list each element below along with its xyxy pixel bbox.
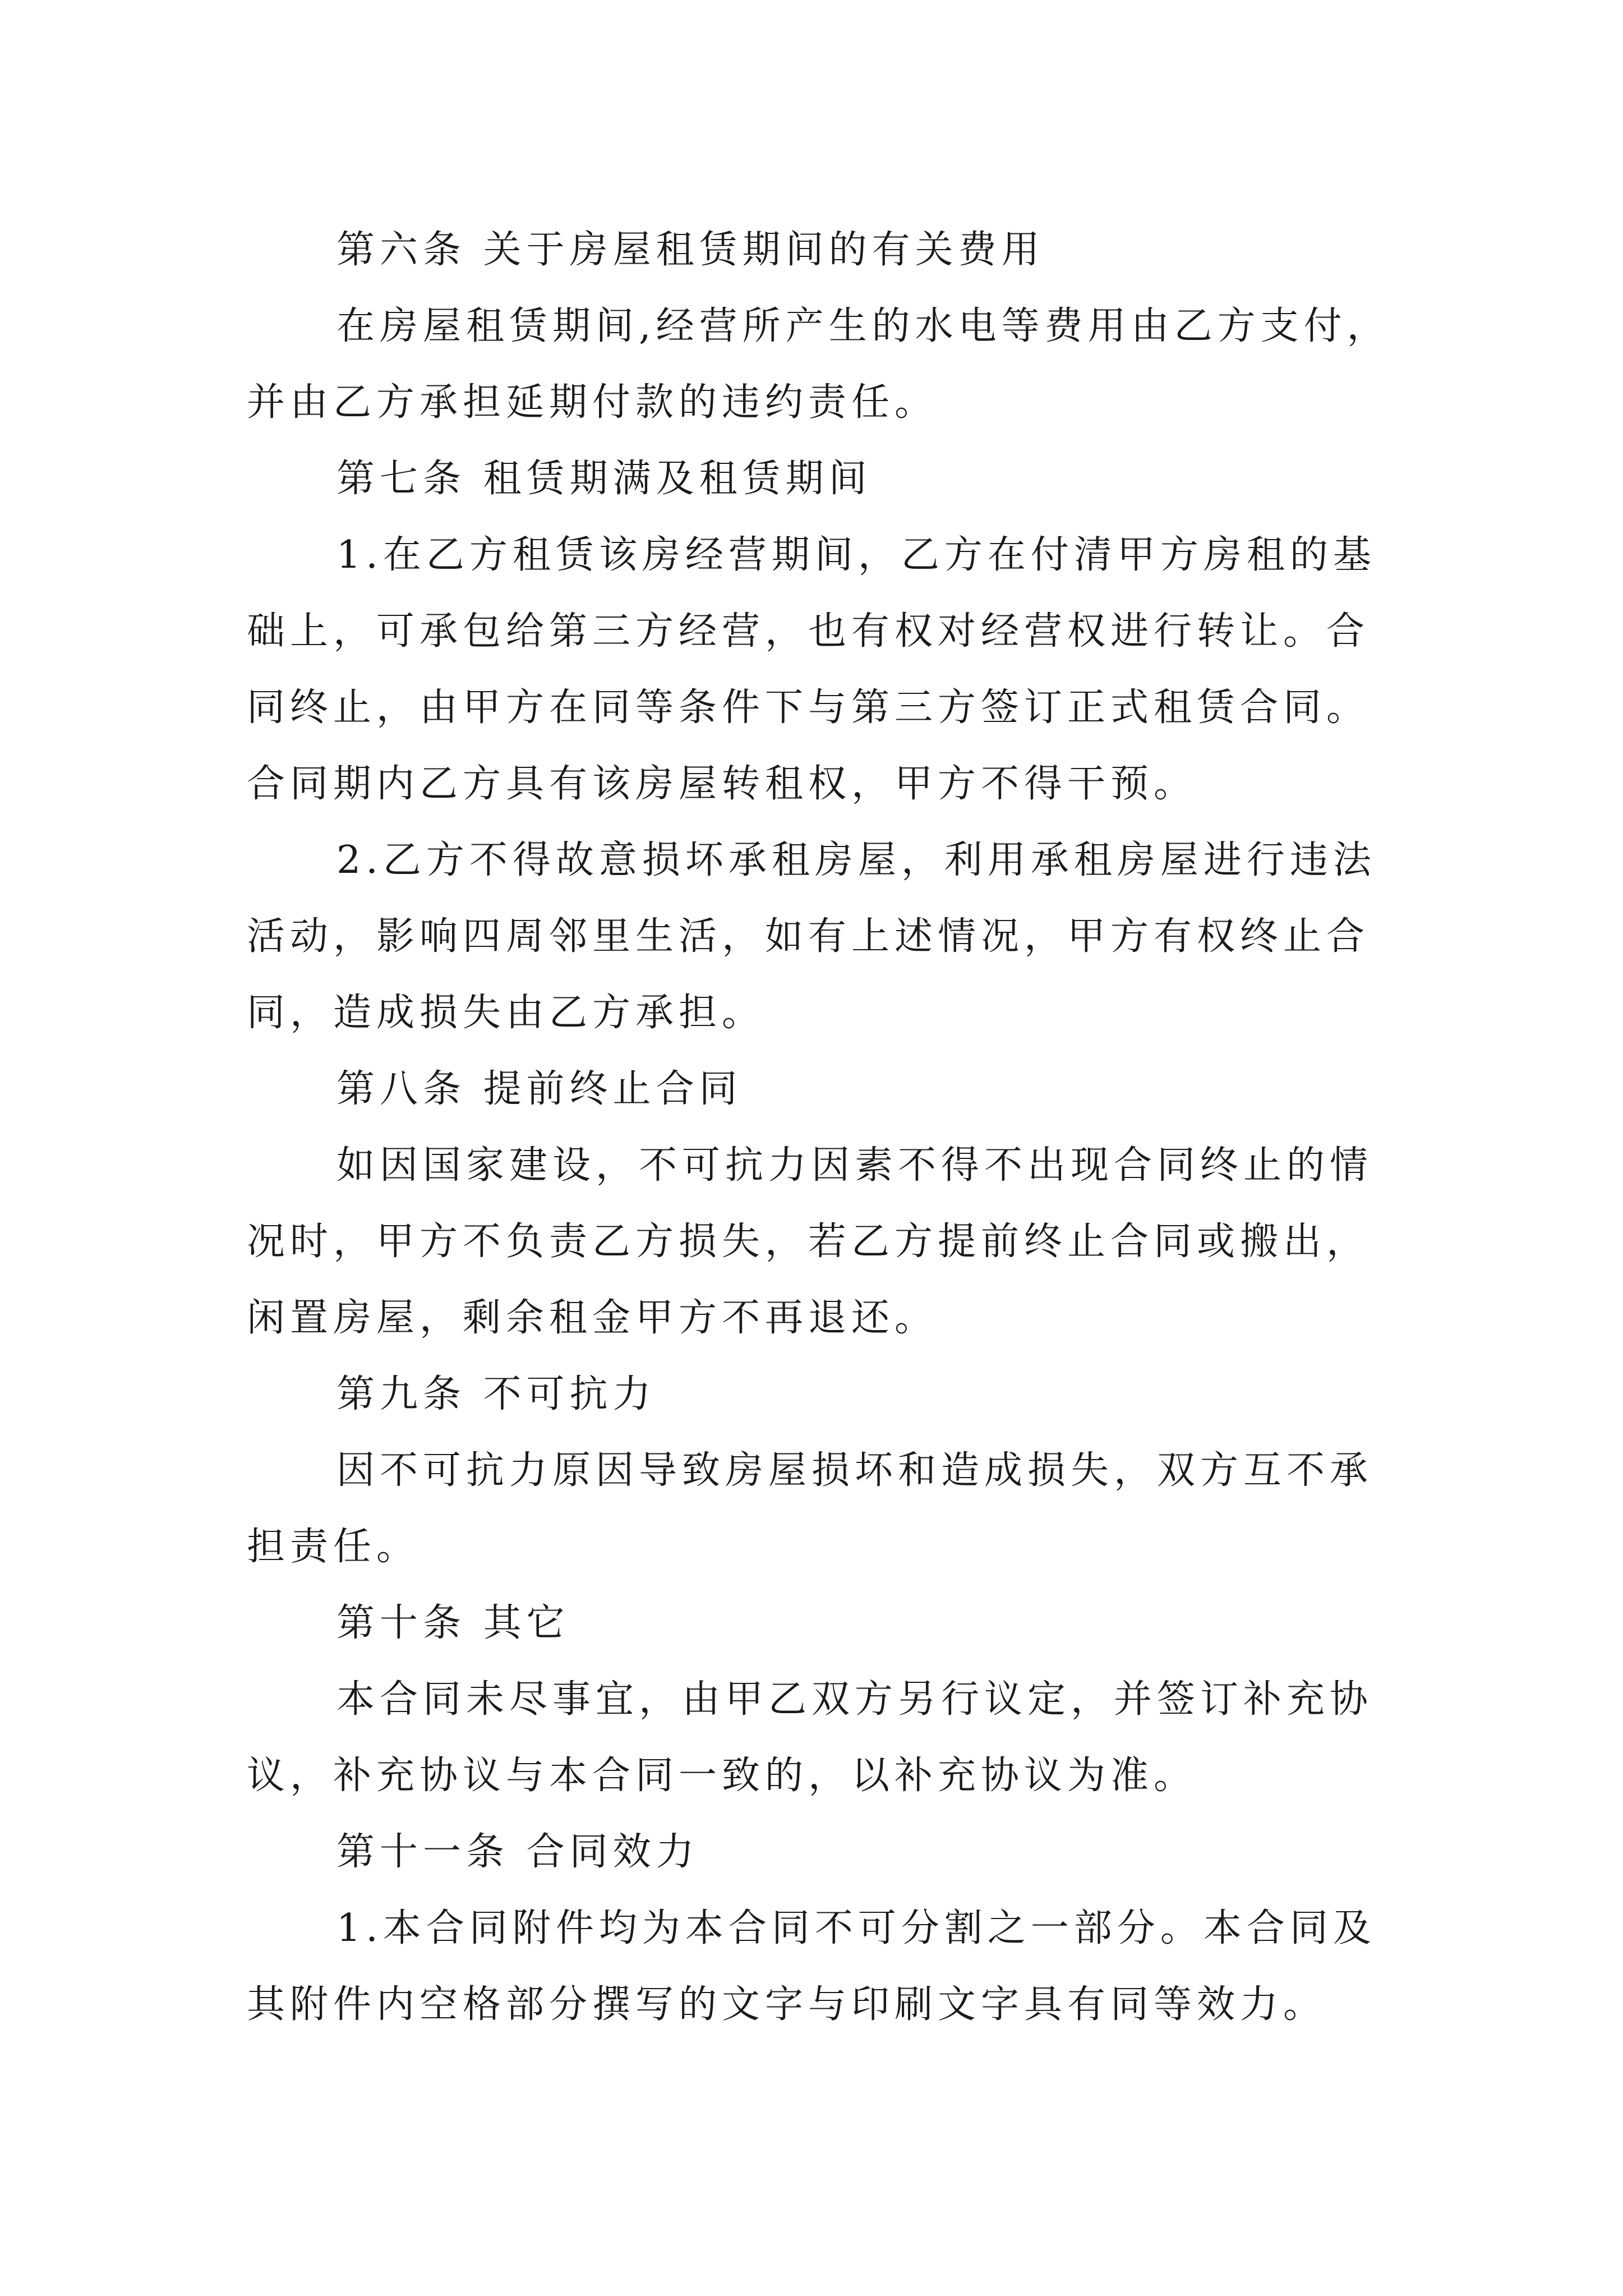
- document-body: [247, 212, 1402, 2043]
- article-7-clause-1-cont: 同终止，由甲方在同等条件下与第三方签订正式租赁合同。: [247, 685, 1370, 730]
- article-7-clause-1: 1.在乙方租赁该房经营期间，乙方在付清甲方房租的基: [336, 533, 1376, 577]
- article-9-paragraph: 因不可抗力原因导致房屋损坏和造成损失，双方互不承: [336, 1448, 1373, 1493]
- article-11-clause-1-cont: 其附件内空格部分撰写的文字与印刷文字具有同等效力。: [247, 1982, 1327, 2027]
- article-9-paragraph-cont: 担责任。: [247, 1525, 420, 1569]
- article-7-heading: 第七条 租赁期满及租赁期间: [336, 457, 872, 501]
- article-6-paragraph: 在房屋租赁期间,经营所产生的水电等费用由乙方支付，: [336, 304, 1390, 348]
- article-7-clause-1-cont: 础上，可承包给第三方经营，也有权对经营权进行转让。合: [247, 609, 1370, 654]
- article-7-clause-1-cont: 合同期内乙方具有该房屋转租权，甲方不得干预。: [247, 762, 1197, 806]
- article-11-heading: 第十一条 合同效力: [336, 1830, 699, 1874]
- article-10-paragraph: 本合同未尽事宜，由甲乙双方另行议定，并签订补充协: [336, 1677, 1373, 1722]
- article-8-paragraph: 如因国家建设，不可抗力因素不得不出现合同终止的情: [336, 1143, 1373, 1188]
- article-10-heading: 第十条 其它: [336, 1601, 570, 1645]
- article-7-clause-2-cont: 活动，影响四周邻里生活，如有上述情况，甲方有权终止合: [247, 914, 1370, 959]
- article-7-clause-2: 2.乙方不得故意损坏承租房屋，利用承租房屋进行违法: [336, 838, 1376, 882]
- article-9-heading: 第九条 不可抗力: [336, 1372, 656, 1416]
- article-11-clause-1: 1.本合同附件均为本合同不可分割之一部分。本合同及: [336, 1906, 1376, 1950]
- article-6-paragraph-cont: 并由乙方承担延期付款的违约责任。: [247, 380, 938, 425]
- article-7-clause-2-cont: 同，造成损失由乙方承担。: [247, 991, 766, 1035]
- article-8-paragraph-cont: 闲置房屋，剩余租金甲方不再退还。: [247, 1296, 938, 1340]
- article-10-paragraph-cont: 议，补充协议与本合同一致的，以补充协议为准。: [247, 1754, 1197, 1798]
- article-8-paragraph-cont: 况时，甲方不负责乙方损失，若乙方提前终止合同或搬出，: [247, 1220, 1370, 1264]
- article-8-heading: 第八条 提前终止合同: [336, 1067, 743, 1111]
- article-6-heading: 第六条 关于房屋租赁期间的有关费用: [336, 228, 1045, 272]
